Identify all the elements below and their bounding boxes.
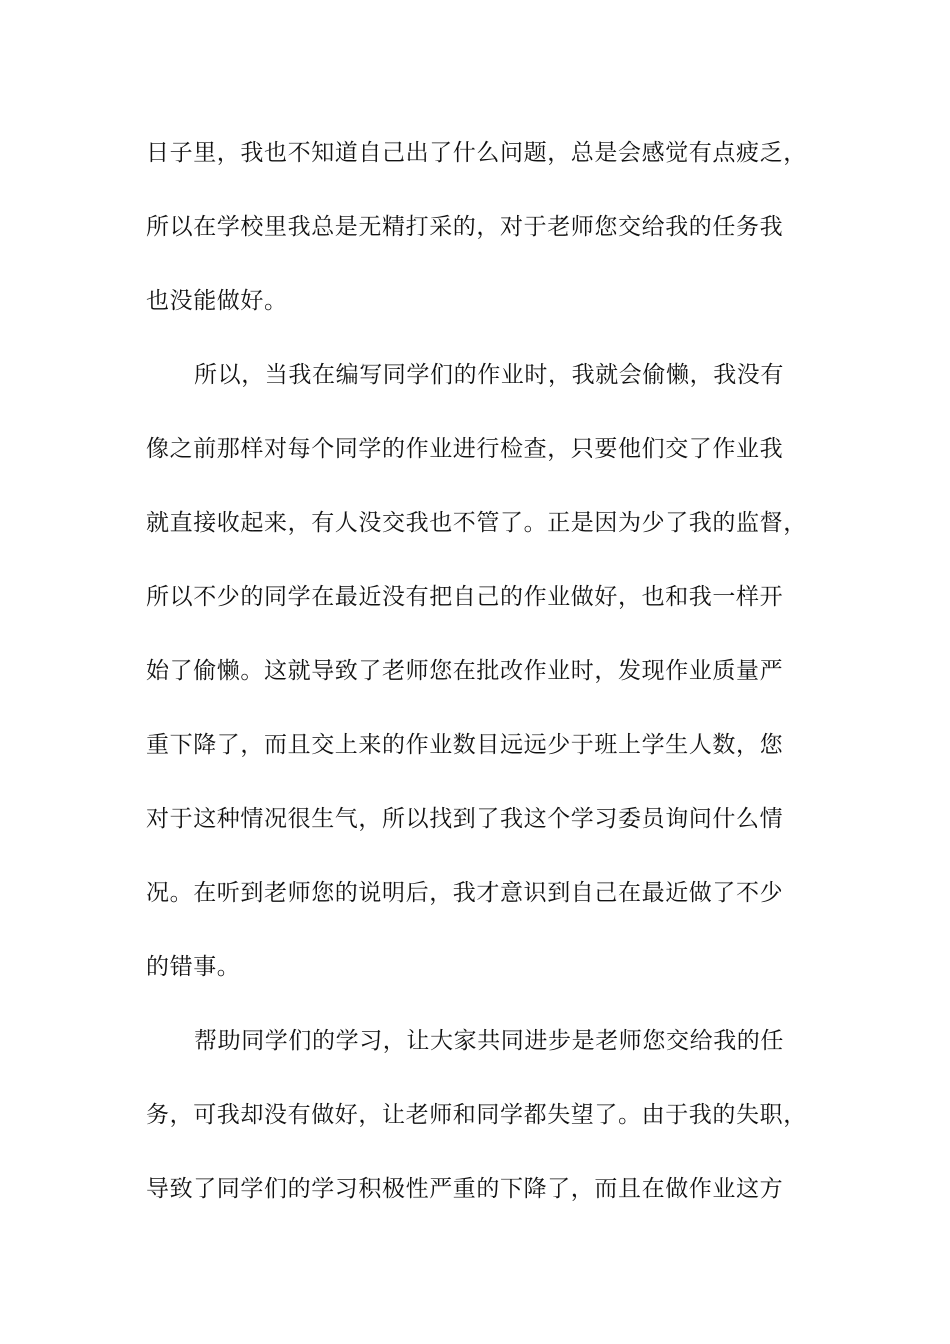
text-line: 所以不少的同学在最近没有把自己的作业做好，也和我一样开 [146,584,784,610]
paragraph-first-line: 所以，当我在编写同学们的作业时，我就会偷懒，我没有 [194,362,784,388]
paragraph-first-line: 帮助同学们的学习，让大家共同进步是老师您交给我的任 [194,1028,784,1054]
text-line: 重下降了，而且交上来的作业数目远远少于班上学生人数，您 [146,732,784,758]
text-line: 况。在听到老师您的说明后，我才意识到自己在最近做了不少 [146,880,784,906]
text-line: 就直接收起来，有人没交我也不管了。正是因为少了我的监督， [146,510,807,536]
text-line: 所以在学校里我总是无精打采的，对于老师您交给我的任务我 [146,214,784,240]
text-line: 导致了同学们的学习积极性严重的下降了，而且在做作业这方 [146,1176,784,1202]
document-body [146,130,826,1240]
text-line: 对于这种情况很生气，所以找到了我这个学习委员询问什么情 [146,806,784,832]
text-line: 的错事。 [146,954,241,980]
text-line: 像之前那样对每个同学的作业进行检查，只要他们交了作业我 [146,436,784,462]
text-line: 也没能做好。 [146,288,288,314]
text-line: 务，可我却没有做好，让老师和同学都失望了。由于我的失职， [146,1102,807,1128]
text-line: 日子里，我也不知道自己出了什么问题，总是会感觉有点疲乏， [146,140,807,166]
text-line: 始了偷懒。这就导致了老师您在批改作业时，发现作业质量严 [146,658,784,684]
